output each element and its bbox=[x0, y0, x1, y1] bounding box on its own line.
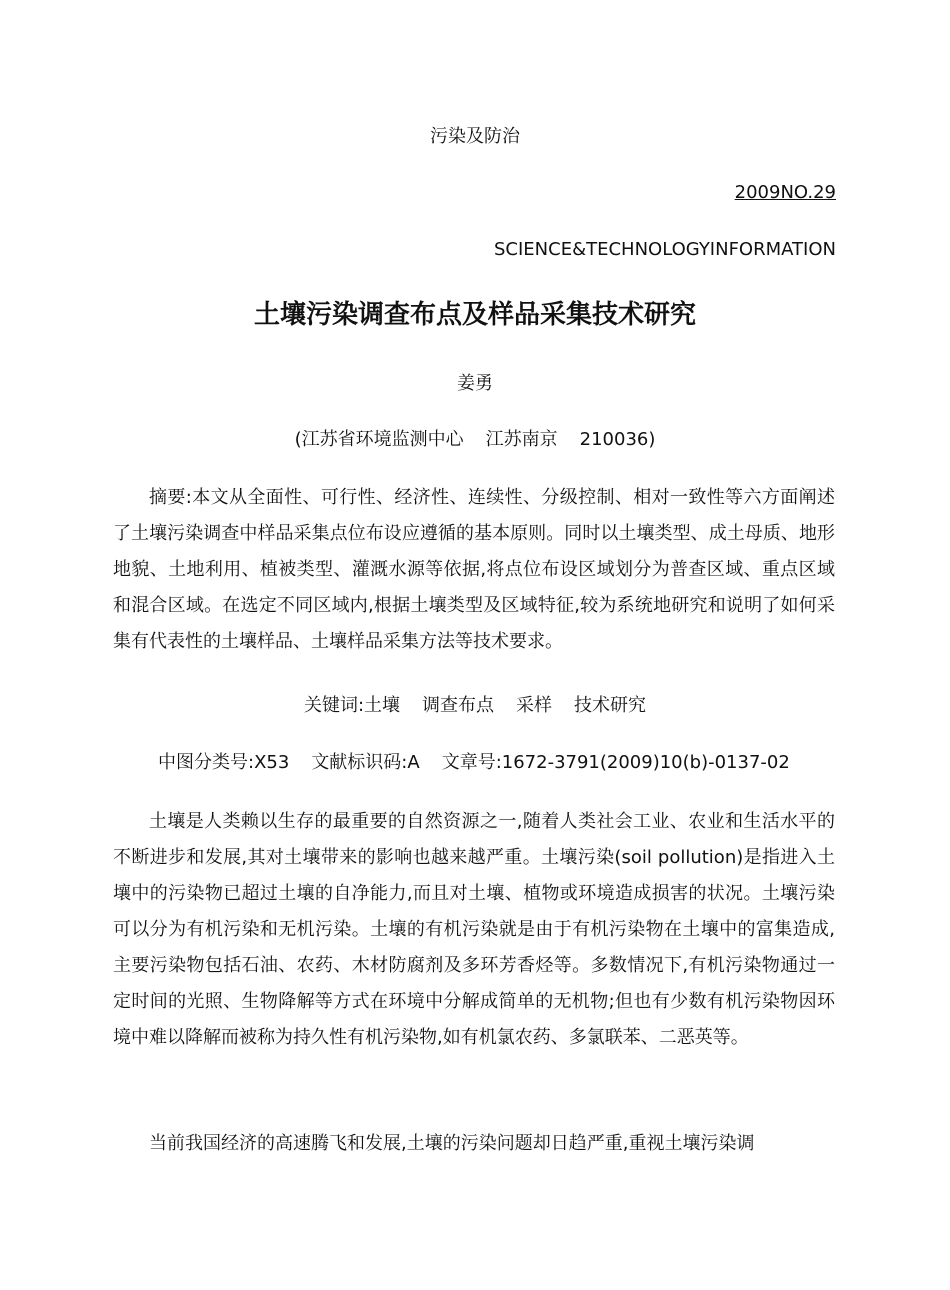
classification-line bbox=[158, 751, 790, 775]
document-code: 文献标识码:A bbox=[311, 752, 420, 773]
clc-number: 中图分类号:X53 bbox=[158, 752, 290, 773]
affiliation-city: 江苏南京 bbox=[485, 429, 558, 450]
journal-issue-number: 2009NO.29 bbox=[734, 182, 836, 203]
keyword-survey-layout: 调查布点 bbox=[422, 695, 495, 716]
keyword-sampling: 采样 bbox=[516, 695, 553, 716]
journal-section-header: 污染及防治 bbox=[430, 126, 520, 147]
body-paragraph-1: 土壤是人类赖以生存的最重要的自然资源之一,随着人类社会工业、农业和生活水平的不断进步和发展,其对土壤带来的影响也越来越严重。土壤污染(soil pollution)是指进入土壤中的污染物已超过土壤的自净能力,而且对土壤、植物或环境造成损害的状况。土壤污染可以分为有机污染和无机污染。土壤的有机污染就是由于有机污染物在土壤中的富集造成,主要污染物包括石油、农药、木材防腐剂及多环芳香烃等。多数情况下,有机污染物通过一定时间的光照、生物降解等方式在环境中分解成简单的无机物;但也有少数有机污染物因环境中难以降解而被称为持久性有机污染物,如有机氯农药、多氯联苯、二恶英等。 bbox=[113, 811, 835, 1048]
keywords-line bbox=[0, 694, 950, 718]
affiliation-organization: (江苏省环境监测中心 bbox=[294, 429, 464, 450]
keyword-technical-research: 技术研究 bbox=[574, 695, 647, 716]
abstract-paragraph: 摘要:本文从全面性、可行性、经济性、连续性、分级控制、相对一致性等六方面阐述了土壤污染调查中样品采集点位布设应遵循的基本原则。同时以土壤类型、成土母质、地形地貌、土地利用、植被类型、灌溉水源等依据,将点位布设区域划分为普查区域、重点区域和混合区域。在选定不同区域内,根据土壤类型及区域特征,较为系统地研究和说明了如何采集有代表性的土壤样品、土壤样品采集方法等技术要求。 bbox=[113, 487, 835, 652]
article-number: 文章号:1672-3791(2009)10(b)-0137-02 bbox=[441, 752, 790, 773]
body-paragraph-2: 当前我国经济的高速腾飞和发展,土壤的污染问题却日趋严重,重视土壤污染调 bbox=[149, 1133, 755, 1154]
article-author: 姜勇 bbox=[457, 373, 493, 394]
author-affiliation bbox=[0, 428, 950, 452]
journal-name: SCIENCE&TECHNOLOGYINFORMATION bbox=[493, 239, 836, 260]
article-title: 土壤污染调查布点及样品采集技术研究 bbox=[253, 300, 696, 330]
affiliation-postcode: 210036) bbox=[579, 429, 656, 450]
keywords-label: 关键词:土壤 bbox=[303, 695, 401, 716]
